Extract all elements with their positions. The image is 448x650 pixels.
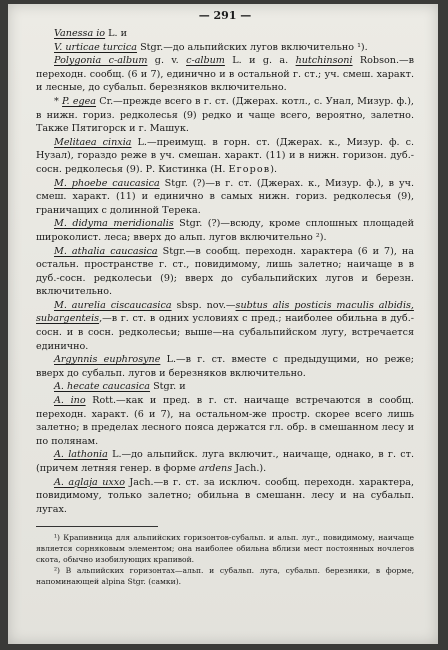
document-page	[8, 4, 438, 644]
species-name: M. athalia caucasica	[54, 245, 158, 257]
text-run: Cr.—прежде всего в г. ст. (Джерах. котл., с. Унал, Мизур. ф.), в нижн. гориз. редколесья (9) редко и чаще всего, вероятно, залетно. Также Пятигорск и г. Машук.	[36, 95, 414, 135]
text-run: sbsp. nov.—	[171, 299, 236, 311]
text-run: L.—в г. ст. вместе с предыдущими, но реже; вверх до субальп. лугов и березняков включительно.	[36, 354, 414, 379]
species-name: A. hecate caucasica	[54, 381, 151, 393]
paragraph	[36, 353, 414, 380]
body-text	[36, 27, 414, 516]
paragraph	[36, 380, 414, 394]
species-name: V. urticae turcica	[54, 41, 138, 53]
text-run: Stgr. (?)—в г. ст. (Джерах. к., Мизур. ф.), в уч. смеш. характ. (11) и единично в самых нижн. гориз. редколесья (9), граничащих с долинной Терека.	[36, 177, 414, 216]
paragraph	[36, 54, 414, 95]
species-name: Vanessa io	[54, 28, 106, 39]
page-number: — 291 —	[198, 9, 252, 22]
text-run: L. и g. a.	[224, 55, 296, 67]
species-name: Argynnis euphrosyne	[54, 354, 161, 366]
text-run: L.—преимущ. в горн. ст. (Джерах. к., Мизур. ф. с. Нузал), гораздо реже в уч. смешан. характ. (11) и в нижн. горизон. дуб.-сосн. редколесья (9). Р. Кистинка (Н.	[36, 136, 414, 175]
text-run: g. v.	[147, 55, 187, 67]
text-run: Stgr.—в сообщ. переходн. характера (6 и 7), на остальн. пространстве г. ст., повидимому, лишь залетно; наичаще в в дуб.-сосн. редколесьи (9); вверх до субальпийских лугов и березн. включительно.	[36, 245, 414, 298]
text-run: L.—до альпийск. луга включит., наичаще, однако, в г. ст. (причем летняя генер. в форме	[36, 449, 414, 474]
paragraph	[36, 136, 414, 177]
species-name: M. phoebe caucasica	[54, 177, 160, 189]
text-run: Stgr.—до альпийских лугов включительно ¹).	[137, 41, 368, 53]
paragraph	[36, 299, 414, 353]
paragraph	[36, 476, 414, 517]
text-run: Stgr. и	[150, 381, 186, 393]
species-name: A. lathonia	[54, 449, 108, 461]
species-name: c-album	[186, 55, 225, 67]
paragraph	[36, 95, 414, 136]
species-name: M. aurelia ciscaucasica	[54, 299, 172, 311]
text-run: Stgr. (?)—всюду, кроме сплошных площадей широколист. леса; вверх до альп. лугов включительно ²).	[36, 218, 414, 243]
paragraph	[36, 245, 414, 299]
species-name: Polygonia c-album	[54, 55, 148, 67]
text-run: Jach.).	[232, 463, 267, 474]
page-content	[36, 8, 414, 587]
paragraph	[36, 177, 414, 218]
footnote: ²) В альпийских горизонтах—альп. и субальп. луга, субальп. березняки, в форме, напоминающей alpina Stgr. (самки).	[36, 566, 414, 587]
paragraph	[36, 27, 414, 41]
paragraph	[36, 394, 414, 448]
species-name: P. egea	[62, 95, 97, 107]
species-name: A. ino	[54, 395, 86, 407]
footnote: ¹) Крапивница для альпийских горизонтов-субальп. и альп. луг., повидимому, наичаще является сорняковым элементом; она наиболее обильна вблизи мест постоянных ночлегов скота, обычно изобилующих крапивой.	[36, 533, 414, 565]
text-run: Rott.—как и пред. в г. ст. наичаще встречаются в сообщ. переходн. характ. (6 и 7), на остальном-же простр. скорее всего лишь залетно; в пределах лесного пояса держатся гл. обр. в смешанном лесу и по полянам.	[36, 395, 414, 447]
text-run: Robson.—в переходн. сообщ. (6 и 7), единично и в остальной г. ст.; уч. смеш. характ. и лесные, до субальп. березняков включительно.	[36, 55, 414, 94]
paragraph	[36, 41, 414, 55]
text-run: Егоров	[228, 163, 271, 175]
text-run: ).	[270, 163, 278, 175]
paragraph	[36, 448, 414, 475]
paragraph	[36, 217, 414, 244]
text-run: Jach.—в г. ст. за исключ. сообщ. переходн. характера, повидимому, только залетно; обильна в смешанн. лесу и на субальп. лугах.	[36, 476, 414, 515]
footnote-rule	[36, 526, 158, 527]
species-name: ardens	[198, 463, 233, 474]
species-name: hutchinsoni	[295, 55, 353, 67]
species-name: A. aglaja uxxo	[54, 476, 125, 488]
footnotes	[36, 532, 414, 587]
text-run: *	[54, 95, 63, 107]
species-name: Melitaea cinxia	[54, 136, 132, 148]
text-run: L. и	[105, 28, 128, 39]
species-name: M. didyma meridionalis	[54, 218, 174, 230]
text-run: ,—в г. ст. в одних условиях с пред.; наиболее обильна в дуб.-сосн. и в сосн. редколесьи; выше—на субальпийском лугу, встречается единично.	[36, 313, 414, 352]
species-name: subtus alis posticis maculis albidis, subargenteis	[36, 299, 414, 325]
